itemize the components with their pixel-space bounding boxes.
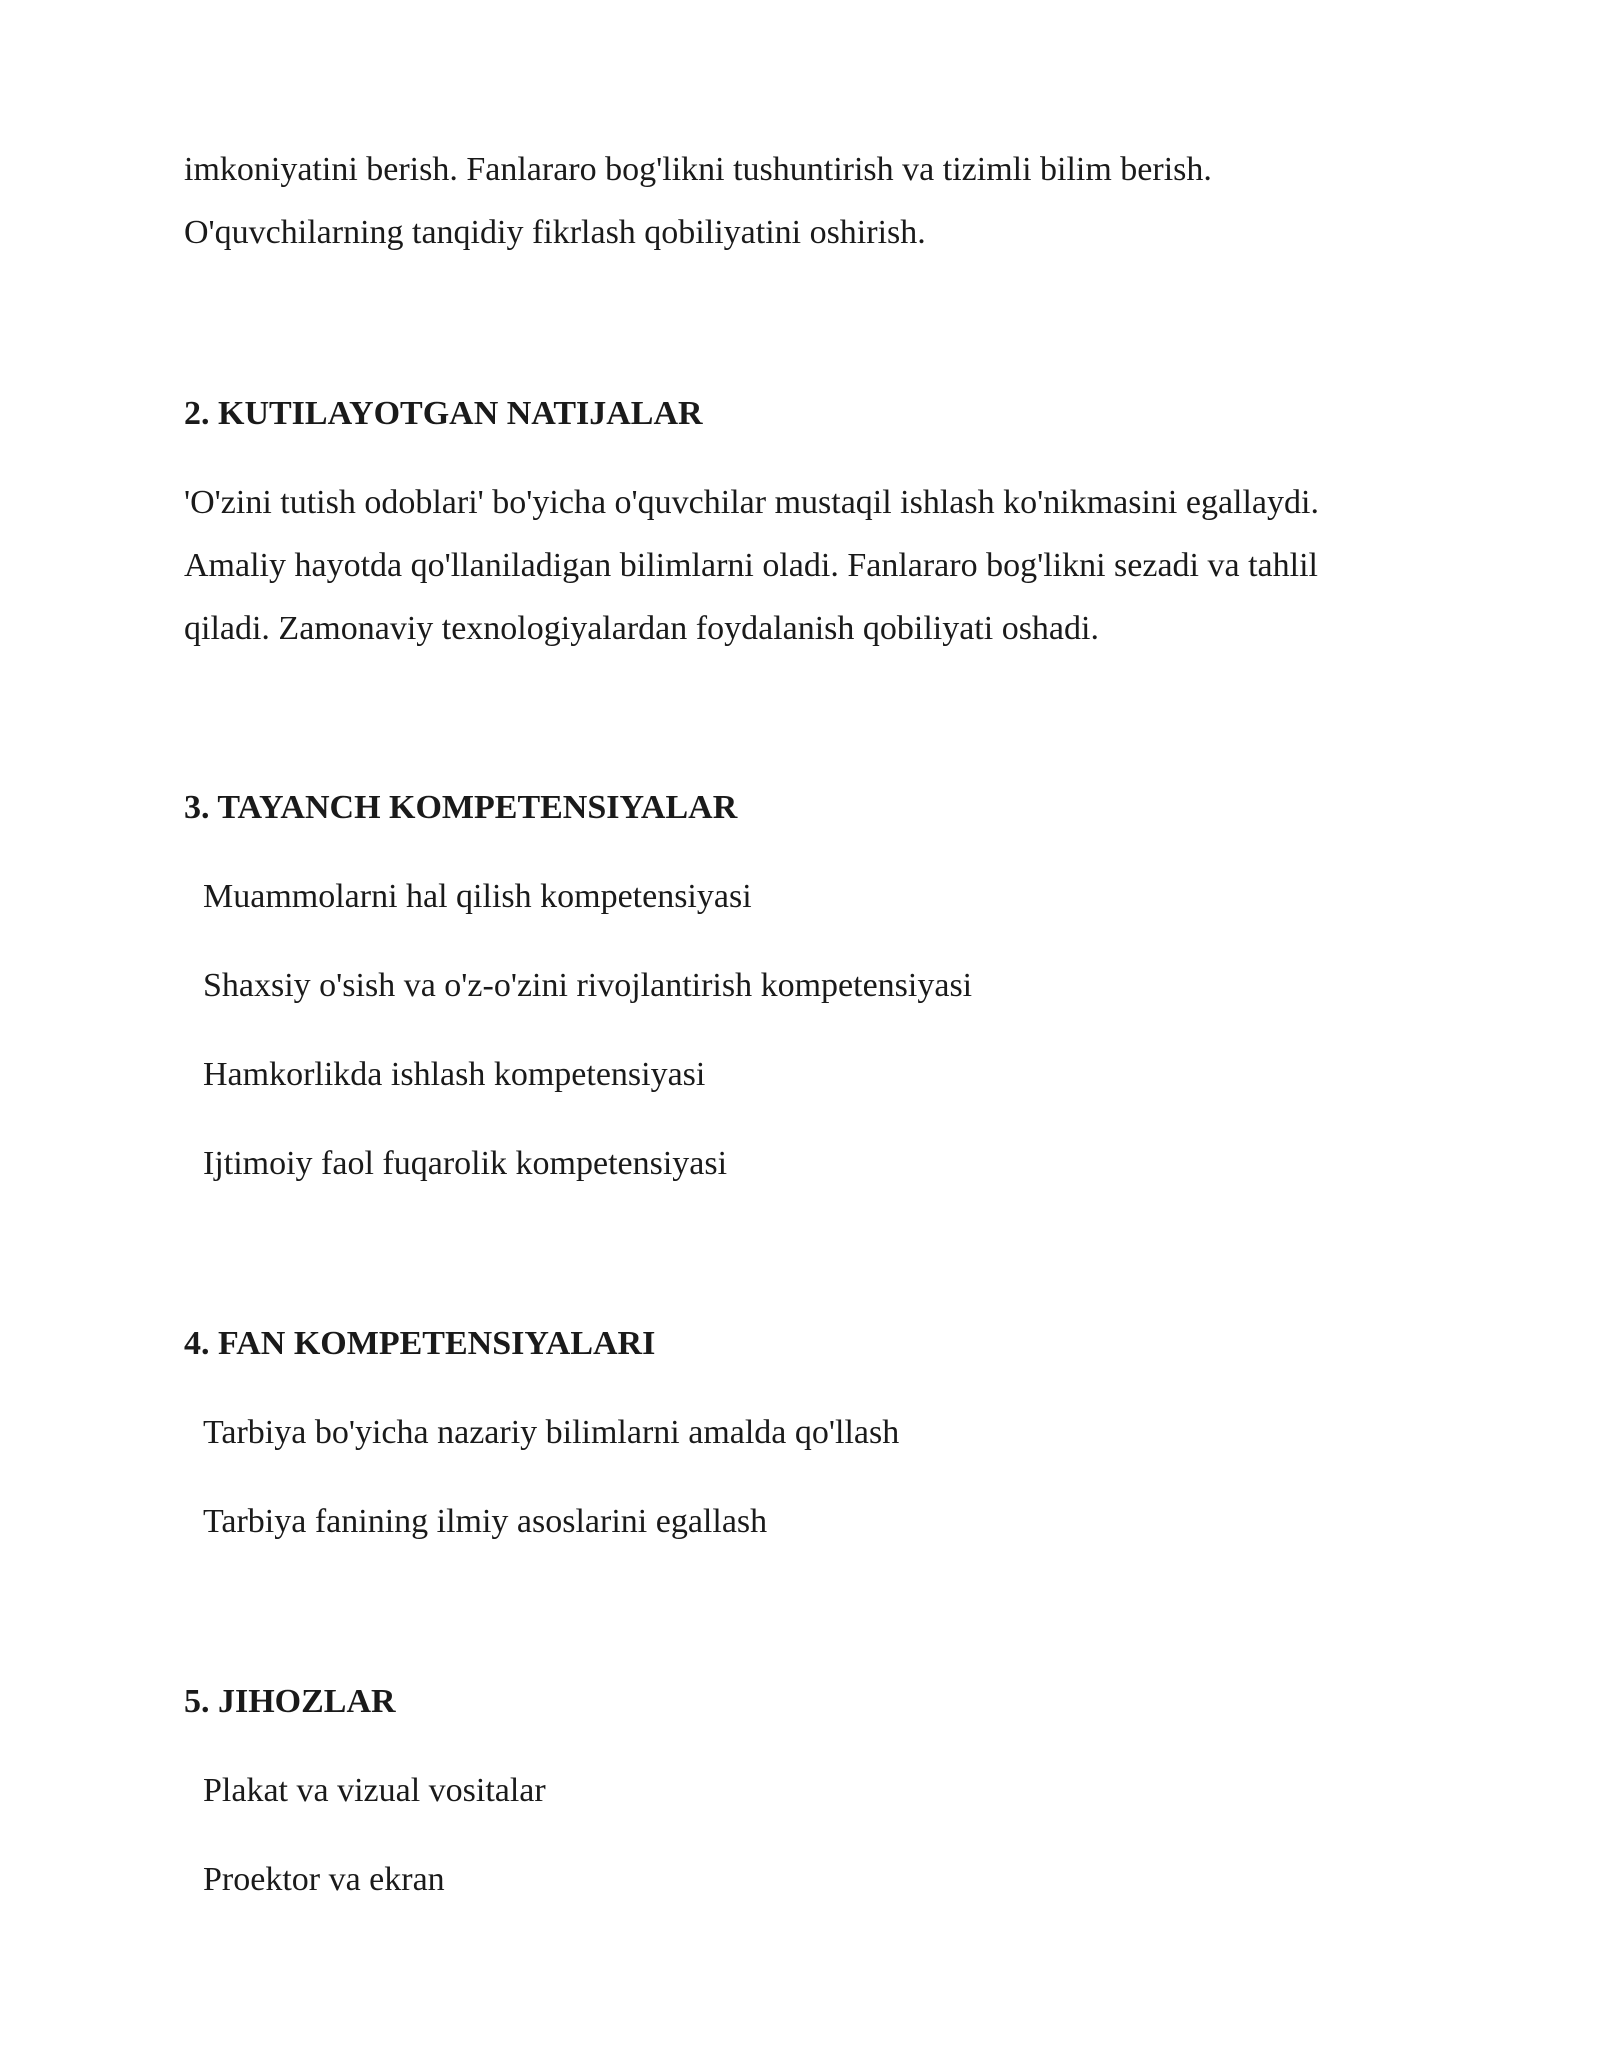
section-heading-subject-competencies: 4. FAN KOMPETENSIYALARI bbox=[184, 1325, 656, 1362]
section-heading-core-competencies: 3. TAYANCH KOMPETENSIYALAR bbox=[184, 789, 738, 826]
list-item: Muammolarni hal qilish kompetensiyasi bbox=[203, 878, 752, 915]
section-heading-equipment: 5. JIHOZLAR bbox=[184, 1683, 396, 1720]
list-item: Tarbiya fanining ilmiy asoslarini egallash bbox=[203, 1503, 768, 1540]
list-item: Plakat va vizual vositalar bbox=[203, 1772, 546, 1809]
section2-paragraph-line: qiladi. Zamonaviy texnologiyalardan foydalanish qobiliyati oshadi. bbox=[184, 610, 1099, 647]
intro-line: imkoniyatini berish. Fanlararo bog'likni tushuntirish va tizimli bilim berish. bbox=[184, 151, 1212, 188]
section-heading-expected-results: 2. KUTILAYOTGAN NATIJALAR bbox=[184, 395, 703, 432]
list-item: Tarbiya bo'yicha nazariy bilimlarni amalda qo'llash bbox=[203, 1414, 900, 1451]
intro-line: O'quvchilarning tanqidiy fikrlash qobiliyatini oshirish. bbox=[184, 214, 926, 251]
section2-paragraph-line: Amaliy hayotda qo'llaniladigan bilimlarni oladi. Fanlararo bog'likni sezadi va tahlil bbox=[184, 547, 1318, 584]
section2-paragraph-line: 'O'zini tutish odoblari' bo'yicha o'quvchilar mustaqil ishlash ko'nikmasini egallaydi. bbox=[184, 484, 1319, 521]
list-item: Proektor va ekran bbox=[203, 1861, 445, 1898]
list-item: Hamkorlikda ishlash kompetensiyasi bbox=[203, 1056, 706, 1093]
list-item: Ijtimoiy faol fuqarolik kompetensiyasi bbox=[203, 1145, 728, 1182]
list-item: Shaxsiy o'sish va o'z-o'zini rivojlantirish kompetensiyasi bbox=[203, 967, 973, 1004]
